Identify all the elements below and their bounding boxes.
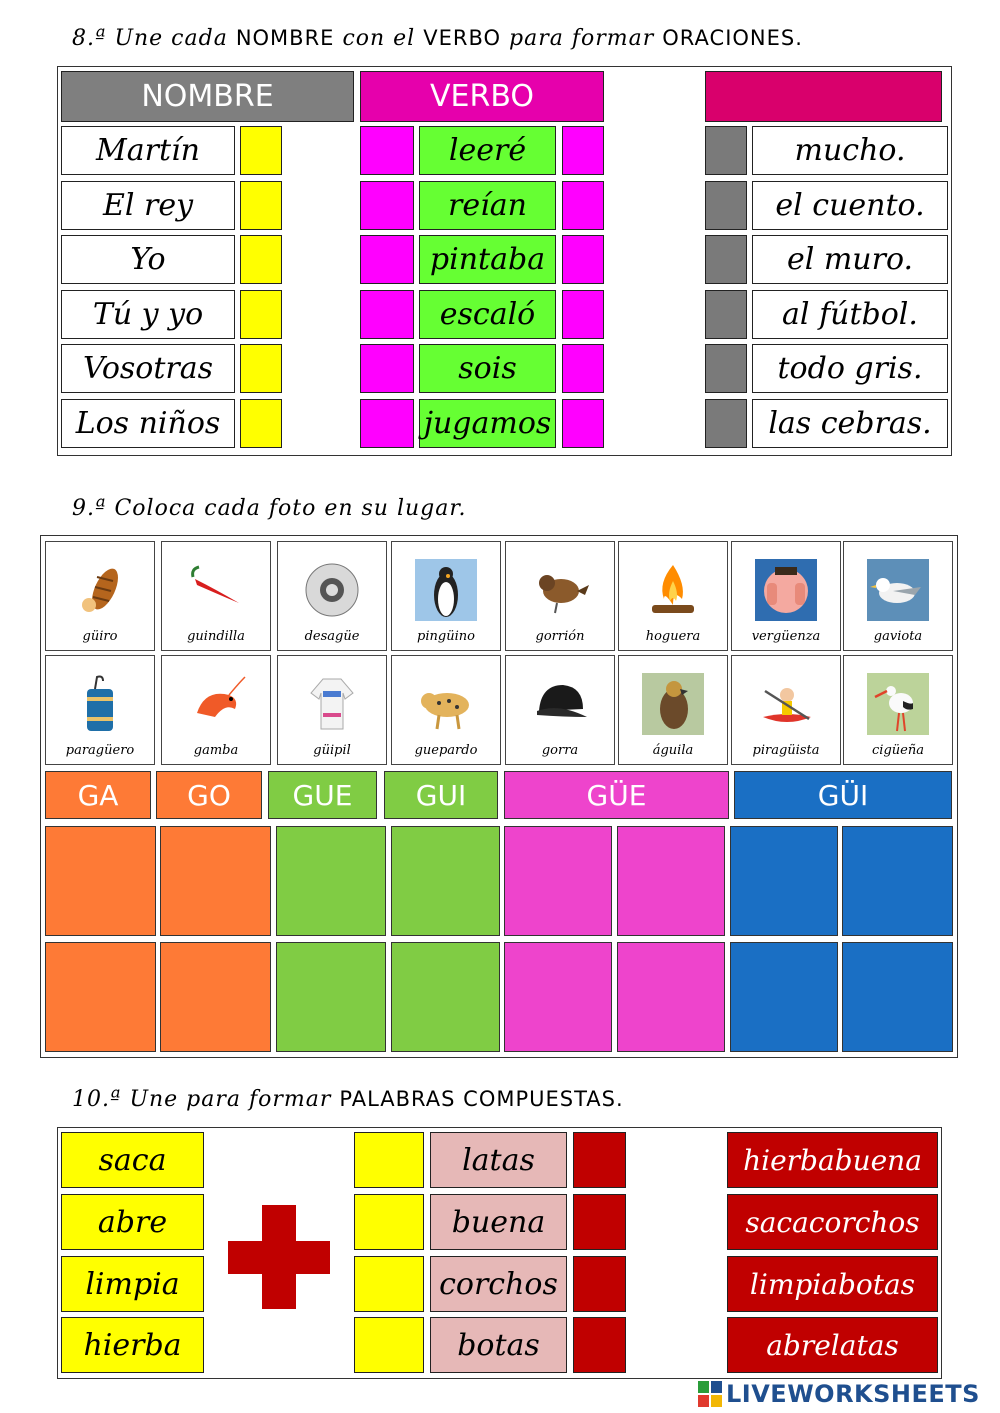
complemento-connector[interactable] [705, 126, 747, 175]
photo-label: paragüero [65, 743, 135, 758]
verbo-connector-right[interactable] [562, 290, 604, 339]
complemento-box: mucho. [752, 126, 948, 175]
drop-slot[interactable] [504, 826, 612, 936]
photo-card[interactable] [505, 655, 615, 765]
verbo-connector-left[interactable] [360, 181, 414, 230]
nombre-box: Vosotras [61, 344, 235, 393]
complemento-box: el muro. [752, 235, 948, 284]
complemento-connector[interactable] [705, 399, 747, 448]
second-word-connector[interactable] [573, 1194, 626, 1250]
photo-label: guindilla [187, 629, 245, 644]
nombre-box: Tú y yo [61, 290, 235, 339]
verbo-connector-left[interactable] [360, 290, 414, 339]
drop-slot[interactable] [504, 942, 612, 1052]
first-word-connector[interactable] [354, 1132, 424, 1188]
drain-icon [301, 559, 363, 629]
guiro-icon [69, 559, 131, 629]
verbo-connector-right[interactable] [562, 181, 604, 230]
first-word-box: abre [61, 1194, 204, 1250]
second-word-box: corchos [430, 1256, 567, 1312]
compound-word-box: abrelatas [727, 1317, 938, 1373]
photo-label: gorra [541, 743, 579, 758]
section9-title: 9.ª Coloca cada foto en su lugar. [72, 496, 467, 521]
photo-card[interactable] [731, 655, 841, 765]
verbo-connector-left[interactable] [360, 126, 414, 175]
first-word-box: saca [61, 1132, 204, 1188]
eagle-icon [642, 673, 704, 743]
photo-card[interactable] [391, 655, 501, 765]
penguin-icon [415, 559, 477, 629]
verbo-box: jugamos [419, 399, 556, 448]
drop-slot[interactable] [730, 942, 838, 1052]
complemento-connector[interactable] [705, 181, 747, 230]
drop-slot[interactable] [160, 942, 271, 1052]
photo-card[interactable] [45, 541, 155, 651]
drop-slot[interactable] [842, 942, 953, 1052]
photo-card[interactable] [391, 541, 501, 651]
photo-card[interactable] [505, 541, 615, 651]
photo-card[interactable] [618, 541, 728, 651]
complemento-connector[interactable] [705, 235, 747, 284]
photo-label: desagüe [304, 629, 360, 644]
drop-slot[interactable] [730, 826, 838, 936]
nombre-box: Yo [61, 235, 235, 284]
logo-text: LIVEWORKSHEETS [726, 1380, 980, 1408]
verbo-box: sois [419, 344, 556, 393]
photo-label: güipil [313, 743, 351, 758]
verbo-connector-right[interactable] [562, 126, 604, 175]
photo-card[interactable] [843, 655, 953, 765]
first-word-box: hierba [61, 1317, 204, 1373]
verbo-connector-right[interactable] [562, 235, 604, 284]
first-word-connector[interactable] [354, 1317, 424, 1373]
drop-slot[interactable] [45, 826, 156, 936]
photo-label: pingüino [417, 629, 475, 644]
complemento-box: todo gris. [752, 344, 948, 393]
photo-label: vergüenza [751, 629, 821, 644]
cap-icon [529, 673, 591, 743]
second-word-connector[interactable] [573, 1256, 626, 1312]
header-nombre: NOMBRE [61, 71, 354, 122]
photo-card[interactable] [277, 655, 387, 765]
photo-label: cigüeña [872, 743, 924, 758]
drop-slot[interactable] [160, 826, 271, 936]
photo-card[interactable] [731, 541, 841, 651]
huipil-icon [301, 673, 363, 743]
second-word-box: botas [430, 1317, 567, 1373]
compound-word-box: hierbabuena [727, 1132, 938, 1188]
category-header: GUE [268, 771, 377, 819]
verbo-box: escaló [419, 290, 556, 339]
nombre-connector[interactable] [240, 235, 282, 284]
nombre-connector[interactable] [240, 399, 282, 448]
photo-label: piragüista [752, 743, 820, 758]
drop-slot[interactable] [617, 826, 725, 936]
photo-label: gaviota [873, 629, 923, 644]
verbo-box: leeré [419, 126, 556, 175]
complemento-connector[interactable] [705, 344, 747, 393]
section10-title: 10.ª Une para formar PALABRAS COMPUESTAS. [72, 1087, 624, 1112]
kayaker-icon [755, 673, 817, 743]
category-header: GÜE [504, 771, 729, 819]
stork-icon [867, 673, 929, 743]
photo-card[interactable] [277, 541, 387, 651]
nombre-connector[interactable] [240, 181, 282, 230]
cheetah-icon [415, 673, 477, 743]
first-word-connector[interactable] [354, 1256, 424, 1312]
verbo-connector-right[interactable] [562, 399, 604, 448]
nombre-box: Los niños [61, 399, 235, 448]
drop-slot[interactable] [391, 942, 500, 1052]
logo-badge-icon [698, 1381, 722, 1407]
second-word-connector[interactable] [573, 1132, 626, 1188]
verbo-box: pintaba [419, 235, 556, 284]
liveworksheets-logo[interactable] [698, 1380, 980, 1408]
nombre-box: El rey [61, 181, 235, 230]
verbo-connector-right[interactable] [562, 344, 604, 393]
second-word-box: latas [430, 1132, 567, 1188]
sparrow-icon [529, 559, 591, 629]
category-header: GÜI [734, 771, 952, 819]
photo-card[interactable] [45, 655, 155, 765]
category-header: GA [45, 771, 151, 819]
photo-card[interactable] [618, 655, 728, 765]
header-verbo: VERBO [360, 71, 604, 122]
verbo-box: reían [419, 181, 556, 230]
category-header: GO [156, 771, 262, 819]
shrimp-icon [185, 673, 247, 743]
drop-slot[interactable] [842, 826, 953, 936]
photo-label: güiro [82, 629, 118, 644]
photo-label: gamba [193, 743, 239, 758]
photo-card[interactable] [161, 655, 271, 765]
complemento-connector[interactable] [705, 290, 747, 339]
drop-slot[interactable] [617, 942, 725, 1052]
section8-title: 8.ª Une cada NOMBRE con el VERBO para formar ORACIONES. [72, 26, 803, 51]
complemento-box: las cebras. [752, 399, 948, 448]
photo-label: águila [652, 743, 694, 758]
drop-slot[interactable] [276, 942, 386, 1052]
photo-card[interactable] [161, 541, 271, 651]
plus-icon [228, 1205, 330, 1309]
second-word-connector[interactable] [573, 1317, 626, 1373]
header-complemento [705, 71, 942, 122]
compound-word-box: sacacorchos [727, 1194, 938, 1250]
verbo-connector-left[interactable] [360, 235, 414, 284]
embarrassed-face-icon [755, 559, 817, 629]
photo-label: hoguera [645, 629, 701, 644]
complemento-box: al fútbol. [752, 290, 948, 339]
nombre-box: Martín [61, 126, 235, 175]
second-word-box: buena [430, 1194, 567, 1250]
photo-label: gorrión [535, 629, 585, 644]
category-header: GUI [384, 771, 498, 819]
chili-icon [185, 559, 247, 629]
first-word-box: limpia [61, 1256, 204, 1312]
drop-slot[interactable] [391, 826, 500, 936]
drop-slot[interactable] [276, 826, 386, 936]
photo-card[interactable] [843, 541, 953, 651]
seagull-icon [867, 559, 929, 629]
compound-word-box: limpiabotas [727, 1256, 938, 1312]
verbo-connector-left[interactable] [360, 344, 414, 393]
verbo-connector-left[interactable] [360, 399, 414, 448]
nombre-connector[interactable] [240, 344, 282, 393]
bonfire-icon [642, 559, 704, 629]
complemento-box: el cuento. [752, 181, 948, 230]
umbrella-stand-icon [69, 673, 131, 743]
nombre-connector[interactable] [240, 290, 282, 339]
first-word-connector[interactable] [354, 1194, 424, 1250]
photo-label: guepardo [414, 743, 478, 758]
drop-slot[interactable] [45, 942, 156, 1052]
nombre-connector[interactable] [240, 126, 282, 175]
